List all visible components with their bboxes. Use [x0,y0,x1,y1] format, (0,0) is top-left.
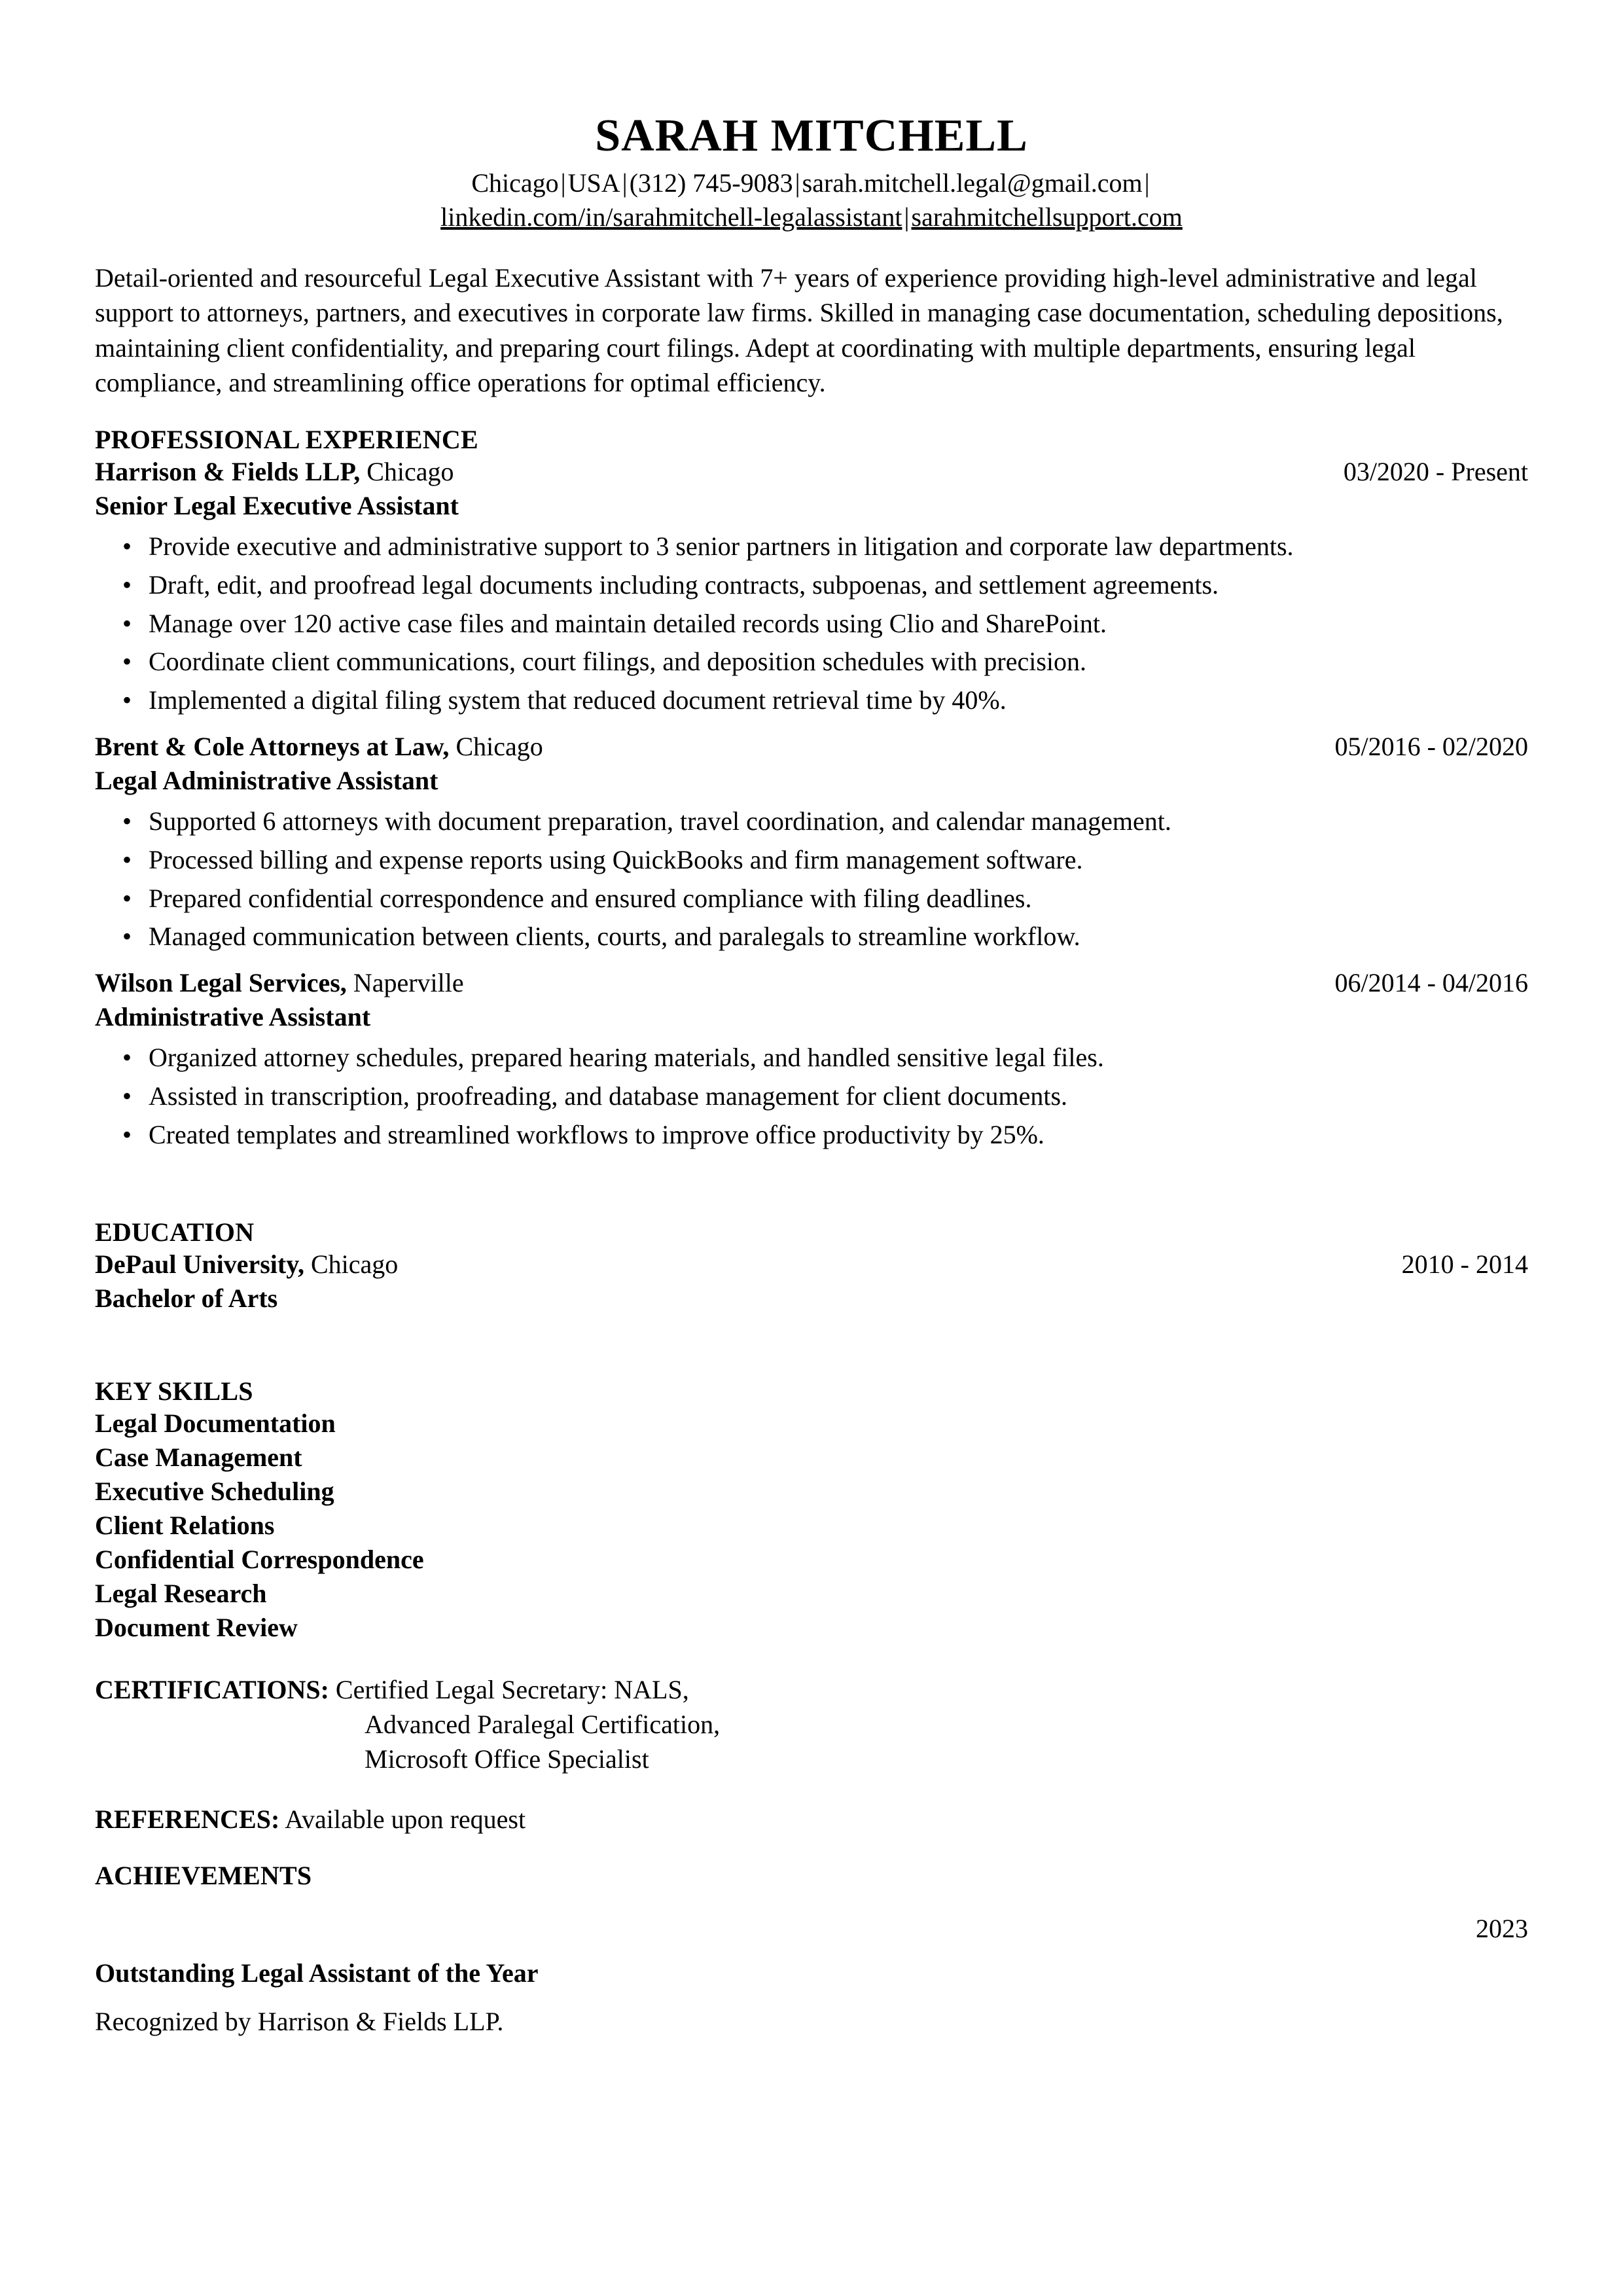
experience-org: Brent & Cole Attorneys at Law, [95,731,450,761]
skills-list [95,1407,1528,1645]
list-item: • Draft, edit, and proofread legal documents including contracts, subpoenas, and settlement agreements. [95,568,1528,603]
contact-separator: | [560,168,566,198]
list-item: Case Management [95,1442,302,1472]
references-label: REFERENCES: [95,1804,280,1835]
contact-line-2 [95,200,1528,234]
experience-header-row [95,730,1528,764]
certification-item: Advanced Paralegal Certification, [365,1709,721,1739]
references-value: Available upon request [285,1804,526,1835]
experience-entry [95,966,1528,1152]
experience-header-row [95,455,1528,489]
list-item: • Provide executive and administrative support to 3 senior partners in litigation and corporate law departments. [95,529,1528,564]
experience-dates: 06/2014 - 04/2016 [1334,968,1528,998]
list-item: • Processed billing and expense reports using QuickBooks and firm management software. [95,843,1528,878]
education-org: DePaul University, [95,1249,304,1279]
experience-dates: 03/2020 - Present [1343,456,1528,486]
experience-bullet-list [95,804,1528,954]
education-location-text: Chicago [310,1249,399,1279]
candidate-name: SARAH MITCHELL [595,111,1028,161]
section-heading-education: EDUCATION [95,1217,255,1247]
experience-org-location [95,455,454,489]
list-item: • Managed communication between clients, courts, and paralegals to streamline workflow. [95,920,1528,954]
list-item: Confidential Correspondence [95,1544,424,1574]
list-item: Client Relations [95,1510,275,1540]
contact-separator: | [622,168,628,198]
education-org-location [95,1247,398,1282]
section-heading-achievements: ACHIEVEMENTS [95,1861,312,1891]
certifications-first-line [95,1672,1528,1707]
experience-role: Legal Administrative Assistant [95,765,438,795]
list-item: • Coordinate client communications, court filings, and deposition schedules with precision. [95,645,1528,679]
experience-entry [95,730,1528,954]
achievement-year: 2023 [1476,1914,1528,1944]
professional-summary: Detail-oriented and resourceful Legal Executive Assistant with 7+ years of experience providing high-level administrative and legal support to attorneys, partners, and executives in corporate law firms. Skilled in managing case documentation, scheduling depositions, maintaining client confidentiality, and preparing court filings. Adept at coordinating with multiple departments, ensuring legal compliance, and streamlining office operations for optimal efficiency. [95,262,1503,398]
website-link[interactable]: sarahmitchellsupport.com [911,202,1183,232]
contact-separator: | [794,168,800,198]
certifications-label: CERTIFICATIONS: [95,1674,329,1704]
linkedin-link[interactable]: linkedin.com/in/sarahmitchell-legalassistant [440,202,902,232]
list-item: Document Review [95,1612,298,1642]
section-heading-skills: KEY SKILLS [95,1376,253,1406]
experience-role: Administrative Assistant [95,1002,371,1032]
experience-org-location [95,966,464,1000]
experience-org: Harrison & Fields LLP, [95,456,361,486]
list-item: Executive Scheduling [95,1476,334,1506]
achievement-title: Outstanding Legal Assistant of the Year [95,1958,539,1988]
education-entry [95,1247,1528,1316]
contact-separator: | [904,202,910,232]
contact-line-1 [95,166,1528,200]
list-item: Legal Research [95,1578,267,1608]
certifications-block [95,1672,1528,1777]
contact-phone[interactable]: (312) 745-9083 [629,168,793,198]
list-item: • Implemented a digital filing system that reduced document retrieval time by 40%. [95,683,1528,718]
list-item: • Assisted in transcription, proofreading, and database management for client documents. [95,1079,1528,1114]
list-item: • Manage over 120 active case files and maintain detailed records using Clio and SharePoint. [95,607,1528,641]
experience-dates: 05/2016 - 02/2020 [1334,731,1528,761]
contact-separator: | [1144,168,1150,198]
spacer [95,1157,1528,1193]
experience-location [347,968,353,997]
experience-org: Wilson Legal Services, [95,968,347,998]
experience-location-text: Naperville [353,968,464,998]
experience-org-location [95,730,543,764]
references-block [95,1803,1528,1837]
list-item: • Supported 6 attorneys with document preparation, travel coordination, and calendar management. [95,804,1528,839]
education-degree: Bachelor of Arts [95,1283,278,1313]
achievement-entry [95,1912,1528,2039]
certification-item: Certified Legal Secretary: NALS, [335,1674,689,1704]
experience-bullet-list [95,1041,1528,1152]
education-location [304,1249,311,1279]
achievement-description: Recognized by Harrison & Fields LLP. [95,2007,504,2037]
list-item: • Created templates and streamlined workflows to improve office productivity by 25%. [95,1118,1528,1153]
contact-city: Chicago [471,168,559,198]
experience-entry [95,455,1528,718]
spacer [95,1316,1528,1352]
list-item: • Organized attorney schedules, prepared hearing materials, and handled sensitive legal files. [95,1041,1528,1075]
list-item: • Prepared confidential correspondence and ensured compliance with filing deadlines. [95,882,1528,916]
experience-header-row [95,966,1528,1000]
education-header-row [95,1247,1528,1282]
certification-item: Microsoft Office Specialist [365,1744,649,1774]
experience-role: Senior Legal Executive Assistant [95,490,459,520]
section-heading-experience: PROFESSIONAL EXPERIENCE [95,424,478,454]
education-dates: 2010 - 2014 [1401,1249,1528,1279]
contact-country: USA [567,168,620,198]
list-item: Legal Documentation [95,1408,336,1438]
contact-email[interactable]: sarah.mitchell.legal@gmail.com [802,168,1143,198]
experience-bullet-list [95,529,1528,718]
experience-location-text: Chicago [455,731,543,761]
experience-location-text: Chicago [366,456,454,486]
experience-location [360,457,366,486]
experience-location [449,732,455,761]
